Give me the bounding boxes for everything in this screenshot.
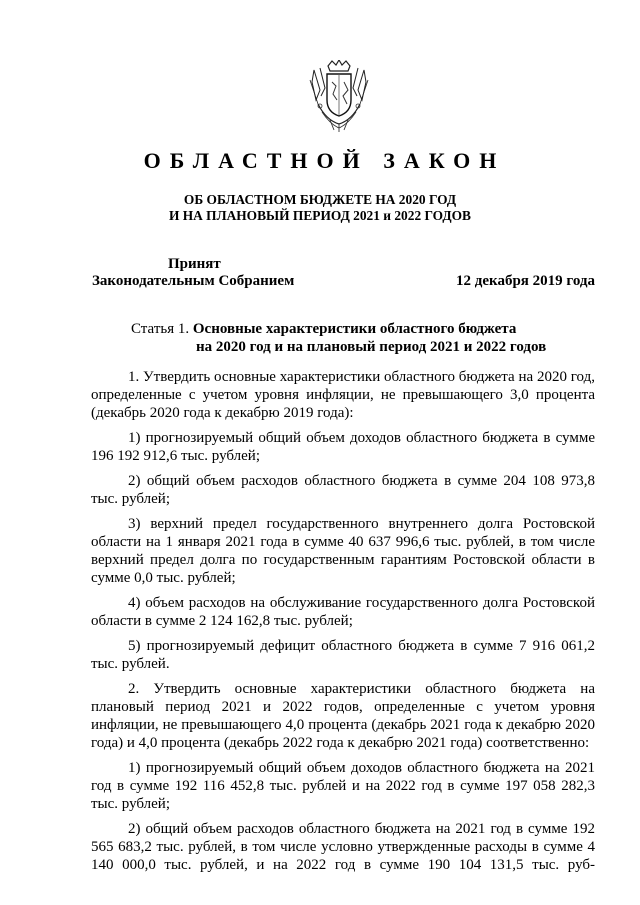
paragraph-1-1: 1) прогнозируемый общий объем доходов областного бюджета в сумме 196 192 912,6 тыс. рублей; (91, 430, 595, 464)
coat-of-arms-icon (306, 60, 372, 132)
paragraph-1-4: 4) объем расходов на обслуживание государственного долга Ростовской области в сумме 2 124 162,8 тыс. рублей; (91, 595, 595, 629)
subtitle-line-2: И НА ПЛАНОВЫЙ ПЕРИОД 2021 и 2022 ГОДОВ (168, 208, 471, 223)
adopted-label: Принят (168, 256, 221, 272)
paragraph-2-2: 2) общий объем расходов областного бюджета на 2021 год в сумме 192 565 683,2 тыс. рублей, в том числе условно утвержденные расходы в сумме 4 140 000,0 тыс. рублей, и на 2022 год в сумме 190 104 131,5 тыс. руб- (91, 821, 595, 873)
article-title-line-1: Основные характеристики областного бюджета (192, 321, 517, 337)
paragraph-1: 1. Утвердить основные характеристики областного бюджета на 2020 год, определенные с учетом уровня инфляции, не превышающего 3,0 процента (декабрь 2020 года к декабрю 2019 года): (91, 369, 595, 421)
paragraph-1-5: 5) прогнозируемый дефицит областного бюджета в сумме 7 916 061,2 тыс. рублей. (91, 638, 595, 672)
article-heading (131, 320, 601, 356)
paragraph-2-1: 1) прогнозируемый общий объем доходов областного бюджета на 2021 год в сумме 192 116 452,8 тыс. рублей и на 2022 год в сумме 197 058 282,3 тыс. рублей; (91, 760, 595, 812)
paragraph-1-2: 2) общий объем расходов областного бюджета в сумме 204 108 973,8 тыс. рублей; (91, 473, 595, 507)
adopted-date: 12 декабря 2019 года (456, 273, 595, 289)
law-subtitle (0, 192, 640, 224)
paragraph-1-3: 3) верхний предел государственного внутреннего долга Ростовской области на 1 января 2021 года в сумме 40 637 996,6 тыс. рублей, в том числе верхний предел долга по государственным гарантиям Ростовской области в сумме 0,0 тыс. рублей; (91, 516, 595, 586)
article-label: Статья 1. (131, 321, 190, 337)
law-title: ОБЛАСТНОЙ ЗАКОН (143, 148, 506, 173)
paragraph-2: 2. Утвердить основные характеристики областного бюджета на плановый период 2021 и 2022 годов, определенные с учетом уровня инфляции, не превышающего 4,0 процента (декабрь 2021 года к декабрю 2020 года) и 4,0 процента (декабрь 2022 года к декабрю 2021 года) соответственно: (91, 681, 595, 751)
article-body (91, 368, 595, 881)
subtitle-line-1: ОБ ОБЛАСТНОМ БЮДЖЕТЕ НА 2020 ГОД (183, 192, 457, 207)
adopted-by: Законодательным Собранием (92, 273, 295, 289)
article-title-line-2: на 2020 год и на плановый период 2021 и 2022 годов (196, 339, 547, 355)
